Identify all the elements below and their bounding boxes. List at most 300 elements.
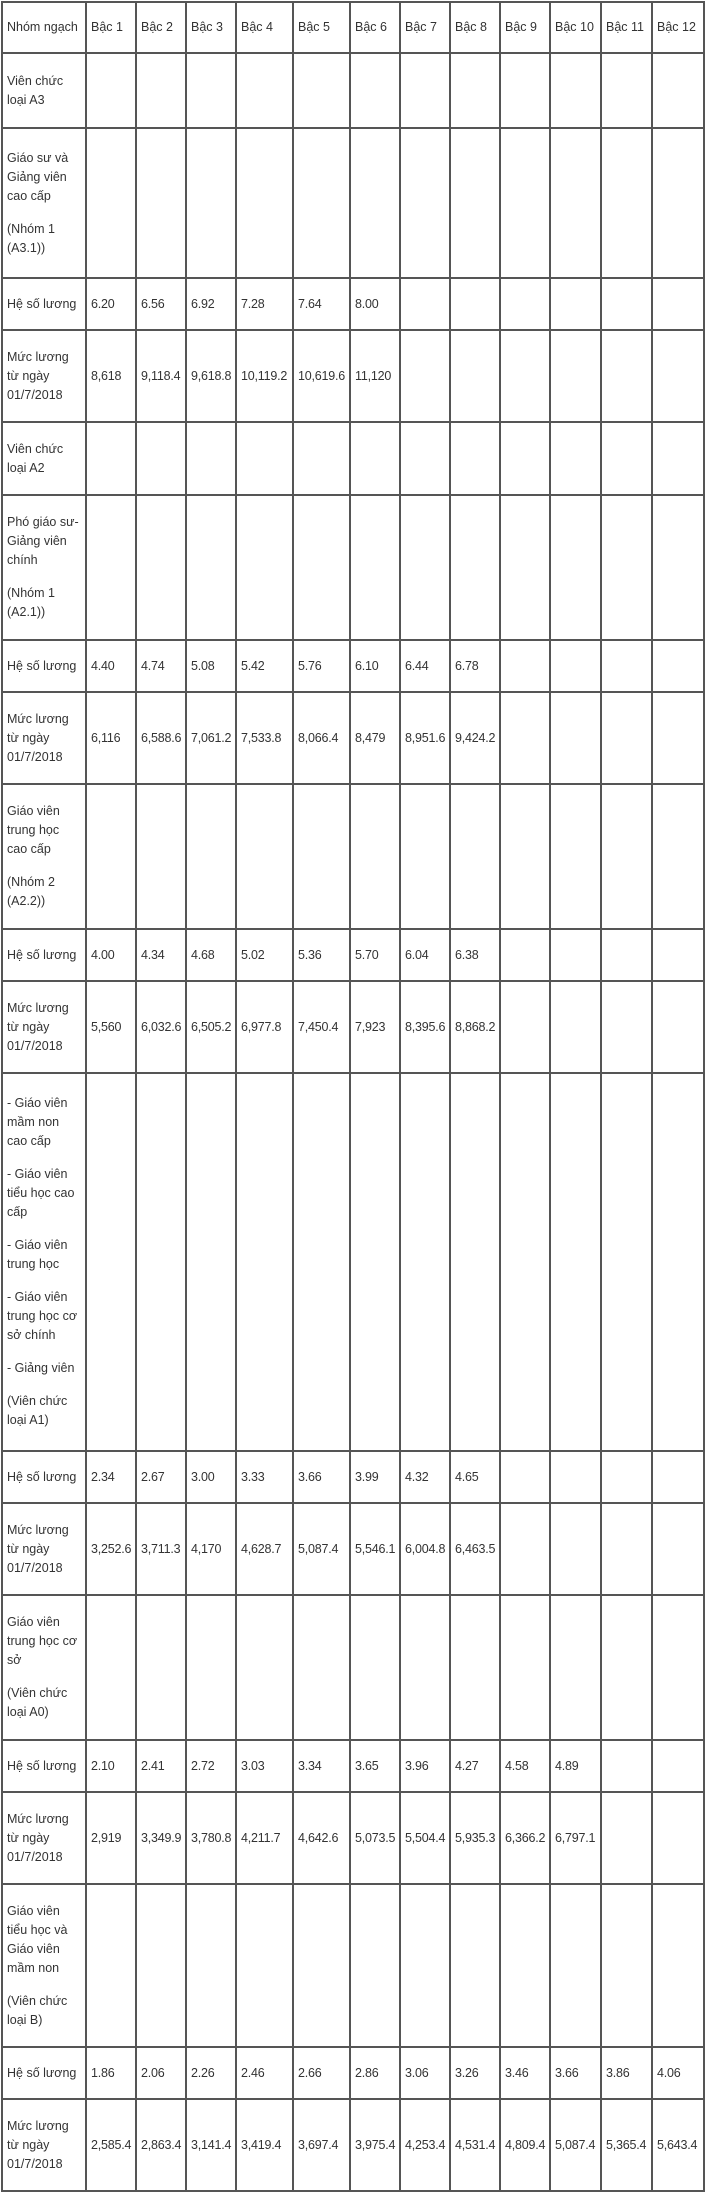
row-label-line: Mức lương từ ngày 01/7/2018 [7, 1811, 69, 1864]
value-cell: 2.66 [293, 2047, 350, 2099]
value-cell [652, 53, 704, 128]
row-label-line: Hệ số lương [7, 1758, 77, 1773]
row-label-line: (Nhóm 1 (A2.1)) [7, 586, 55, 619]
header-cell-level-9: Bậc 9 [500, 2, 550, 53]
value-cell [86, 495, 136, 640]
value-cell [236, 784, 293, 929]
value-cell: 4.34 [136, 929, 186, 981]
value-cell [652, 692, 704, 784]
value-cell [500, 128, 550, 278]
value-cell [350, 128, 400, 278]
value-cell: 3.66 [293, 1451, 350, 1503]
value-cell: 6.44 [400, 640, 450, 692]
value-cell [86, 1884, 136, 2047]
row-label-line: - Giáo viên trung học [7, 1238, 68, 1271]
header-cell-level-7: Bậc 7 [400, 2, 450, 53]
value-cell: 3.96 [400, 1740, 450, 1792]
table-row [2, 53, 704, 128]
value-cell [500, 422, 550, 495]
value-cell [350, 422, 400, 495]
value-cell: 3.03 [236, 1740, 293, 1792]
value-cell: 3,975.4 [350, 2099, 400, 2191]
value-cell [550, 929, 601, 981]
value-cell [236, 495, 293, 640]
table-row [2, 929, 704, 981]
value-cell: 4,531.4 [450, 2099, 500, 2191]
row-label-line: Mức lương từ ngày 01/7/2018 [7, 711, 69, 764]
value-cell [601, 692, 652, 784]
value-cell: 4,642.6 [293, 1792, 350, 1884]
header-cell-level-3: Bậc 3 [186, 2, 236, 53]
value-cell [601, 278, 652, 330]
value-cell [400, 784, 450, 929]
value-cell [236, 1884, 293, 2047]
value-cell [236, 53, 293, 128]
value-cell: 5.76 [293, 640, 350, 692]
header-cell-level-2: Bậc 2 [136, 2, 186, 53]
row-label-cell [2, 640, 86, 692]
value-cell [550, 495, 601, 640]
value-cell [136, 1595, 186, 1740]
value-cell [601, 929, 652, 981]
value-cell: 8.00 [350, 278, 400, 330]
value-cell [500, 1595, 550, 1740]
value-cell [550, 1503, 601, 1595]
row-label-cell [2, 1073, 86, 1451]
value-cell [450, 330, 500, 422]
value-cell [293, 422, 350, 495]
value-cell: 4,253.4 [400, 2099, 450, 2191]
table-row [2, 1451, 704, 1503]
value-cell [652, 330, 704, 422]
value-cell: 3,780.8 [186, 1792, 236, 1884]
value-cell: 6.38 [450, 929, 500, 981]
value-cell: 4,211.7 [236, 1792, 293, 1884]
value-cell [601, 1740, 652, 1792]
value-cell [136, 422, 186, 495]
table-row [2, 1884, 704, 2047]
row-label-line: Giáo viên trung học cao cấp [7, 804, 60, 856]
salary-table-body [2, 2, 704, 2191]
value-cell [400, 53, 450, 128]
value-cell: 4,628.7 [236, 1503, 293, 1595]
value-cell: 6.56 [136, 278, 186, 330]
value-cell: 10,619.6 [293, 330, 350, 422]
value-cell: 3.65 [350, 1740, 400, 1792]
value-cell [450, 53, 500, 128]
value-cell [601, 53, 652, 128]
value-cell: 5.70 [350, 929, 400, 981]
value-cell [293, 1884, 350, 2047]
value-cell [86, 1595, 136, 1740]
value-cell: 2,585.4 [86, 2099, 136, 2191]
row-label-cell [2, 495, 86, 640]
value-cell [186, 495, 236, 640]
value-cell [550, 128, 601, 278]
value-cell [500, 278, 550, 330]
value-cell: 3.06 [400, 2047, 450, 2099]
header-cell-level-10: Bậc 10 [550, 2, 601, 53]
value-cell [652, 128, 704, 278]
value-cell [86, 53, 136, 128]
row-label-line: - Giáo viên tiểu học cao cấp [7, 1167, 75, 1219]
row-label-cell [2, 1740, 86, 1792]
row-label-cell [2, 1503, 86, 1595]
value-cell [500, 692, 550, 784]
row-label-line: Giáo viên tiểu học và Giáo viên mầm non [7, 1903, 68, 1975]
value-cell: 5.02 [236, 929, 293, 981]
value-cell [652, 1792, 704, 1884]
value-cell [293, 495, 350, 640]
value-cell: 6.20 [86, 278, 136, 330]
value-cell [450, 495, 500, 640]
value-cell: 3,711.3 [136, 1503, 186, 1595]
value-cell [400, 128, 450, 278]
value-cell: 5,087.4 [550, 2099, 601, 2191]
table-row [2, 1073, 704, 1451]
value-cell: 4.27 [450, 1740, 500, 1792]
value-cell [550, 1884, 601, 2047]
value-cell [136, 1073, 186, 1451]
row-label-line: Mức lương từ ngày 01/7/2018 [7, 2118, 69, 2171]
value-cell: 3,252.6 [86, 1503, 136, 1595]
value-cell [550, 1451, 601, 1503]
value-cell [601, 422, 652, 495]
value-cell: 2.41 [136, 1740, 186, 1792]
value-cell [601, 330, 652, 422]
value-cell [400, 422, 450, 495]
value-cell: 3,697.4 [293, 2099, 350, 2191]
value-cell [500, 784, 550, 929]
table-row [2, 1792, 704, 1884]
value-cell [601, 640, 652, 692]
value-cell [652, 1451, 704, 1503]
row-label-line: Giáo sư và Giảng viên cao cấp [7, 150, 69, 203]
value-cell [186, 1595, 236, 1740]
value-cell [601, 1595, 652, 1740]
value-cell [136, 53, 186, 128]
value-cell [500, 929, 550, 981]
header-cell-level-1: Bậc 1 [86, 2, 136, 53]
value-cell [400, 1884, 450, 2047]
value-cell: 3,141.4 [186, 2099, 236, 2191]
row-label-line: Viên chức loại A3 [7, 73, 64, 107]
value-cell: 4.00 [86, 929, 136, 981]
row-label-cell [2, 784, 86, 929]
value-cell [450, 278, 500, 330]
value-cell: 5,087.4 [293, 1503, 350, 1595]
value-cell [86, 784, 136, 929]
value-cell: 6,463.5 [450, 1503, 500, 1595]
value-cell: 3.33 [236, 1451, 293, 1503]
value-cell: 3.99 [350, 1451, 400, 1503]
value-cell: 6,116 [86, 692, 136, 784]
value-cell [550, 278, 601, 330]
table-row [2, 2047, 704, 2099]
value-cell: 6,004.8 [400, 1503, 450, 1595]
row-label-cell [2, 1595, 86, 1740]
table-row [2, 1740, 704, 1792]
value-cell [652, 784, 704, 929]
value-cell: 4.65 [450, 1451, 500, 1503]
header-cell-level-6: Bậc 6 [350, 2, 400, 53]
value-cell [601, 1451, 652, 1503]
value-cell [186, 784, 236, 929]
table-row [2, 495, 704, 640]
row-label-line: Hệ số lương [7, 658, 77, 673]
value-cell [550, 692, 601, 784]
value-cell [86, 1073, 136, 1451]
value-cell [293, 1073, 350, 1451]
value-cell [550, 784, 601, 929]
value-cell: 5,643.4 [652, 2099, 704, 2191]
value-cell [652, 1595, 704, 1740]
row-label-cell [2, 53, 86, 128]
table-row [2, 422, 704, 495]
table-row [2, 692, 704, 784]
value-cell [400, 330, 450, 422]
value-cell [350, 1073, 400, 1451]
value-cell [500, 640, 550, 692]
value-cell: 3,349.9 [136, 1792, 186, 1884]
row-label-line: - Giáo viên mầm non cao cấp [7, 1096, 68, 1148]
value-cell [550, 640, 601, 692]
value-cell: 9,618.8 [186, 330, 236, 422]
salary-table [1, 1, 705, 2192]
table-row [2, 1595, 704, 1740]
value-cell: 4.89 [550, 1740, 601, 1792]
value-cell [186, 1884, 236, 2047]
header-cell-level-5: Bậc 5 [293, 2, 350, 53]
value-cell: 3,419.4 [236, 2099, 293, 2191]
value-cell [550, 330, 601, 422]
row-label-line: Mức lương từ ngày 01/7/2018 [7, 1000, 69, 1053]
table-header-row [2, 2, 704, 53]
value-cell: 8,951.6 [400, 692, 450, 784]
value-cell: 6,032.6 [136, 981, 186, 1073]
row-label-line: Viên chức loại A2 [7, 441, 64, 475]
value-cell [601, 784, 652, 929]
value-cell [400, 495, 450, 640]
value-cell [550, 981, 601, 1073]
value-cell: 3.26 [450, 2047, 500, 2099]
value-cell: 2.67 [136, 1451, 186, 1503]
value-cell [652, 1740, 704, 1792]
value-cell [500, 981, 550, 1073]
value-cell: 7,450.4 [293, 981, 350, 1073]
value-cell [601, 981, 652, 1073]
value-cell [136, 495, 186, 640]
table-row [2, 128, 704, 278]
row-label-line: - Giảng viên [7, 1361, 75, 1375]
value-cell: 11,120 [350, 330, 400, 422]
value-cell [652, 278, 704, 330]
value-cell: 6,797.1 [550, 1792, 601, 1884]
row-label-cell [2, 2099, 86, 2191]
value-cell: 8,479 [350, 692, 400, 784]
value-cell [601, 1503, 652, 1595]
value-cell [400, 1595, 450, 1740]
value-cell [450, 128, 500, 278]
value-cell [500, 1884, 550, 2047]
table-row [2, 981, 704, 1073]
value-cell [293, 784, 350, 929]
value-cell: 4.68 [186, 929, 236, 981]
value-cell: 2.34 [86, 1451, 136, 1503]
value-cell [450, 1884, 500, 2047]
value-cell [350, 784, 400, 929]
row-label-line: (Nhóm 2 (A2.2)) [7, 875, 55, 908]
value-cell [86, 422, 136, 495]
table-row [2, 2099, 704, 2191]
value-cell: 5,935.3 [450, 1792, 500, 1884]
value-cell: 6.78 [450, 640, 500, 692]
value-cell [500, 495, 550, 640]
value-cell: 6,505.2 [186, 981, 236, 1073]
value-cell [236, 128, 293, 278]
row-label-line: (Viên chức loại A1) [7, 1394, 68, 1427]
value-cell [601, 1884, 652, 2047]
value-cell [652, 422, 704, 495]
value-cell [601, 128, 652, 278]
value-cell [500, 1503, 550, 1595]
row-label-line: Mức lương từ ngày 01/7/2018 [7, 349, 69, 402]
value-cell: 7,923 [350, 981, 400, 1073]
value-cell: 5,560 [86, 981, 136, 1073]
value-cell [136, 1884, 186, 2047]
value-cell [652, 1073, 704, 1451]
row-label-cell [2, 2047, 86, 2099]
row-label-cell [2, 929, 86, 981]
value-cell: 8,066.4 [293, 692, 350, 784]
header-cell-level-11: Bậc 11 [601, 2, 652, 53]
value-cell: 4.32 [400, 1451, 450, 1503]
value-cell: 4,170 [186, 1503, 236, 1595]
value-cell [652, 981, 704, 1073]
value-cell: 8,395.6 [400, 981, 450, 1073]
value-cell: 2.86 [350, 2047, 400, 2099]
row-label-cell [2, 330, 86, 422]
header-cell-level-12: Bậc 12 [652, 2, 704, 53]
value-cell [450, 422, 500, 495]
value-cell: 7,533.8 [236, 692, 293, 784]
value-cell: 8,618 [86, 330, 136, 422]
value-cell: 3.66 [550, 2047, 601, 2099]
table-row [2, 640, 704, 692]
value-cell: 2.72 [186, 1740, 236, 1792]
value-cell: 4.58 [500, 1740, 550, 1792]
value-cell [186, 422, 236, 495]
value-cell [186, 53, 236, 128]
value-cell [500, 53, 550, 128]
value-cell [236, 1073, 293, 1451]
value-cell [350, 53, 400, 128]
header-cell-level-8: Bậc 8 [450, 2, 500, 53]
header-cell-level-4: Bậc 4 [236, 2, 293, 53]
value-cell: 6,366.2 [500, 1792, 550, 1884]
value-cell [350, 1595, 400, 1740]
value-cell [86, 128, 136, 278]
value-cell [450, 1073, 500, 1451]
row-label-cell [2, 1792, 86, 1884]
row-label-line: Hệ số lương [7, 2065, 77, 2080]
value-cell [350, 495, 400, 640]
value-cell [450, 1595, 500, 1740]
value-cell: 4,809.4 [500, 2099, 550, 2191]
row-label-cell [2, 422, 86, 495]
value-cell: 2.46 [236, 2047, 293, 2099]
value-cell [500, 1451, 550, 1503]
value-cell: 10,119.2 [236, 330, 293, 422]
value-cell [601, 1792, 652, 1884]
value-cell: 2.10 [86, 1740, 136, 1792]
value-cell [136, 128, 186, 278]
value-cell: 5,504.4 [400, 1792, 450, 1884]
value-cell: 5.08 [186, 640, 236, 692]
value-cell: 2.06 [136, 2047, 186, 2099]
value-cell [293, 53, 350, 128]
row-label-cell [2, 278, 86, 330]
row-label-cell [2, 981, 86, 1073]
value-cell: 7.28 [236, 278, 293, 330]
value-cell: 8,868.2 [450, 981, 500, 1073]
value-cell [236, 422, 293, 495]
row-label-line: (Viên chức loại A0) [7, 1686, 68, 1719]
value-cell: 4.40 [86, 640, 136, 692]
row-label-cell [2, 128, 86, 278]
value-cell: 9,424.2 [450, 692, 500, 784]
value-cell [550, 1073, 601, 1451]
value-cell: 6.04 [400, 929, 450, 981]
header-cell-group: Nhóm ngạch [2, 2, 86, 53]
value-cell: 2.26 [186, 2047, 236, 2099]
value-cell: 5.36 [293, 929, 350, 981]
row-label-line: Hệ số lương [7, 1469, 77, 1484]
value-cell [400, 278, 450, 330]
table-row [2, 1503, 704, 1595]
value-cell [652, 1503, 704, 1595]
value-cell [652, 495, 704, 640]
row-label-line: (Nhóm 1 (A3.1)) [7, 221, 55, 255]
row-label-cell [2, 692, 86, 784]
value-cell: 6.10 [350, 640, 400, 692]
value-cell: 5,073.5 [350, 1792, 400, 1884]
table-row [2, 784, 704, 929]
value-cell: 7,061.2 [186, 692, 236, 784]
row-label-line: - Giáo viên trung học cơ sở chính [7, 1290, 78, 1342]
value-cell: 3.34 [293, 1740, 350, 1792]
value-cell [400, 1073, 450, 1451]
value-cell: 5,546.1 [350, 1503, 400, 1595]
value-cell: 1.86 [86, 2047, 136, 2099]
value-cell [450, 784, 500, 929]
value-cell [293, 1595, 350, 1740]
row-label-line: (Viên chức loại B) [7, 1993, 68, 2027]
value-cell: 3.86 [601, 2047, 652, 2099]
value-cell: 2,919 [86, 1792, 136, 1884]
value-cell [601, 495, 652, 640]
value-cell [350, 1884, 400, 2047]
row-label-line: Phó giáo sư- Giảng viên chính [7, 515, 79, 567]
value-cell [136, 784, 186, 929]
value-cell: 6,977.8 [236, 981, 293, 1073]
value-cell [652, 929, 704, 981]
value-cell [500, 1073, 550, 1451]
value-cell [550, 53, 601, 128]
value-cell: 6.92 [186, 278, 236, 330]
value-cell [550, 1595, 601, 1740]
value-cell: 6,588.6 [136, 692, 186, 784]
